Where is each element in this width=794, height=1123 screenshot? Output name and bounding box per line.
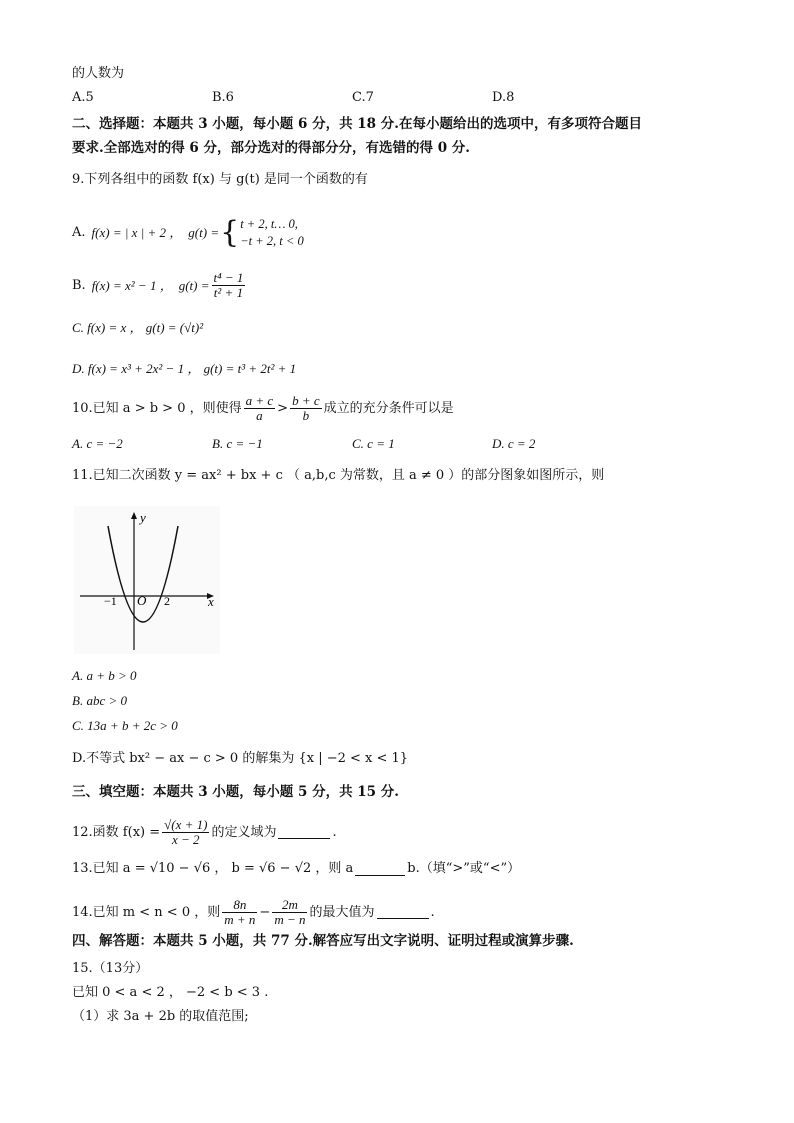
q10-option-d: D. c = 2 bbox=[492, 436, 536, 451]
q10-stem bbox=[72, 394, 454, 423]
q9-a-g: g(t) = bbox=[188, 225, 220, 240]
q9-option-d: D. f(x) = x³ + 2x² − 1 ， g(t) = t³ + 2t² + 1 bbox=[72, 361, 297, 376]
q9-a-f: f(x) = | x | + 2 ， bbox=[91, 225, 183, 240]
q13-answer-blank[interactable] bbox=[355, 863, 405, 876]
q12-stem bbox=[72, 818, 337, 847]
left-brace-icon: { bbox=[220, 215, 240, 250]
q12-numerator: √(x + 1) bbox=[164, 817, 208, 832]
q14-den1: m + n bbox=[224, 912, 256, 927]
q9-stem: 9.下列各组中的函数 f(x) 与 g(t) 是同一个函数的有 bbox=[72, 172, 368, 187]
q12-fraction bbox=[162, 818, 209, 847]
section3-heading: 三、填空题：本题共 3 小题，每小题 5 分，共 15 分. bbox=[72, 784, 399, 800]
q14-pre: 14.已知 m < n < 0 ，则 bbox=[72, 904, 221, 920]
q14-stem bbox=[72, 898, 435, 927]
q9-a-label: A. bbox=[72, 225, 86, 240]
q15-part1: （1）求 3a + 2b 的取值范围; bbox=[72, 1009, 249, 1024]
y-axis-arrow-icon bbox=[131, 512, 137, 519]
q13-pre: 13.已知 a = √10 − √6 ， b = √6 − √2 ，则 a bbox=[72, 861, 354, 876]
q14-minus: − bbox=[259, 904, 271, 920]
q10-gt: > bbox=[277, 400, 289, 416]
parabola-graph bbox=[74, 506, 220, 654]
q14-answer-blank[interactable] bbox=[377, 906, 429, 919]
q10-num1: a + c bbox=[245, 393, 274, 408]
graph-label-origin: O bbox=[137, 593, 147, 608]
q9-option-b bbox=[72, 271, 247, 300]
q14-post: 的最大值为 bbox=[309, 904, 375, 920]
q9-b-f: f(x) = x² − 1 ， bbox=[91, 277, 173, 293]
q9-b-g: g(t) = bbox=[178, 277, 210, 293]
q12-denominator: x − 2 bbox=[172, 832, 200, 847]
q8-option-d: D.8 bbox=[492, 90, 515, 105]
q8-option-b: B.6 bbox=[212, 90, 234, 105]
q11-option-b: B. abc > 0 bbox=[72, 693, 127, 708]
q15-label: 15.（13分） bbox=[72, 961, 149, 976]
q10-fraction2 bbox=[290, 394, 322, 423]
q12-pre: 12.函数 f(x) = bbox=[72, 824, 161, 840]
q9-b-numerator: t⁴ − 1 bbox=[213, 270, 244, 285]
q9-a-case1: t + 2, t… 0, bbox=[240, 217, 298, 231]
q14-num1: 8n bbox=[222, 898, 257, 913]
q12-answer-blank[interactable] bbox=[278, 826, 330, 839]
section4-heading: 四、解答题：本题共 5 小题，共 77 分.解答应写出文字说明、证明过程或演算步骤. bbox=[72, 933, 574, 949]
q8-option-c: C.7 bbox=[352, 90, 374, 105]
q12-end: . bbox=[332, 824, 337, 840]
q9-option-c: C. f(x) = x ， g(t) = (√t)² bbox=[72, 320, 204, 335]
q10-option-b: B. c = −1 bbox=[212, 436, 263, 451]
q10-option-a: A. c = −2 bbox=[72, 436, 123, 451]
q9-b-label: B. bbox=[72, 277, 86, 293]
graph-label-x: x bbox=[208, 594, 214, 609]
q10-num2: b + c bbox=[292, 393, 320, 408]
q14-num2: 2m bbox=[272, 898, 307, 913]
q10-den2: b bbox=[302, 408, 310, 423]
section2-heading-line1: 二、选择题：本题共 3 小题，每小题 6 分，共 18 分.在每小题给出的选项中，有多项符合题目 bbox=[72, 116, 642, 132]
q8-options bbox=[72, 90, 632, 106]
q11-stem: 11.已知二次函数 y = ax² + bx + c （ a,b,c 为常数，且 a ≠ 0 ）的部分图象如图所示，则 bbox=[72, 468, 605, 483]
q9-a-cases bbox=[240, 216, 304, 250]
q11-option-c: C. 13a + b + 2c > 0 bbox=[72, 718, 178, 733]
graph-label-minus-one: −1 bbox=[104, 594, 117, 608]
q14-end: . bbox=[430, 904, 435, 920]
q14-fraction2 bbox=[272, 898, 307, 927]
graph-label-y: y bbox=[140, 510, 146, 525]
q15-given: 已知 0 < a < 2 ， −2 < b < 3 . bbox=[72, 985, 269, 1000]
q11-option-a: A. a + b > 0 bbox=[72, 668, 137, 683]
intro-line: 的人数为 bbox=[72, 66, 125, 81]
q10-fraction1 bbox=[244, 394, 276, 423]
q13-stem bbox=[72, 861, 520, 877]
q10-option-c: C. c = 1 bbox=[352, 436, 395, 451]
q11-option-d: D.不等式 bx² − ax − c > 0 的解集为 {x | −2 < x < 1} bbox=[72, 751, 409, 766]
section2-heading-line2: 要求.全部选对的得 6 分，部分选对的得部分分，有选错的得 0 分. bbox=[72, 140, 470, 156]
q12-post: 的定义域为 bbox=[211, 824, 277, 840]
q10-den1: a bbox=[256, 408, 263, 423]
q14-den2: m − n bbox=[274, 912, 306, 927]
q13-post: b.（填“>”或“<”） bbox=[407, 861, 521, 876]
q9-a-case2: −t + 2, t < 0 bbox=[240, 234, 304, 248]
graph-label-two: 2 bbox=[164, 594, 170, 608]
q10-post: 成立的充分条件可以是 bbox=[323, 400, 454, 416]
q10-pre: 10.已知 a > b > 0 ，则使得 bbox=[72, 400, 242, 416]
q8-option-a: A.5 bbox=[72, 90, 94, 105]
q10-options bbox=[72, 436, 632, 452]
q9-b-denominator: t² + 1 bbox=[213, 285, 244, 300]
q9-option-a bbox=[72, 216, 304, 250]
q9-b-fraction bbox=[212, 271, 246, 300]
q14-fraction1 bbox=[222, 898, 257, 927]
